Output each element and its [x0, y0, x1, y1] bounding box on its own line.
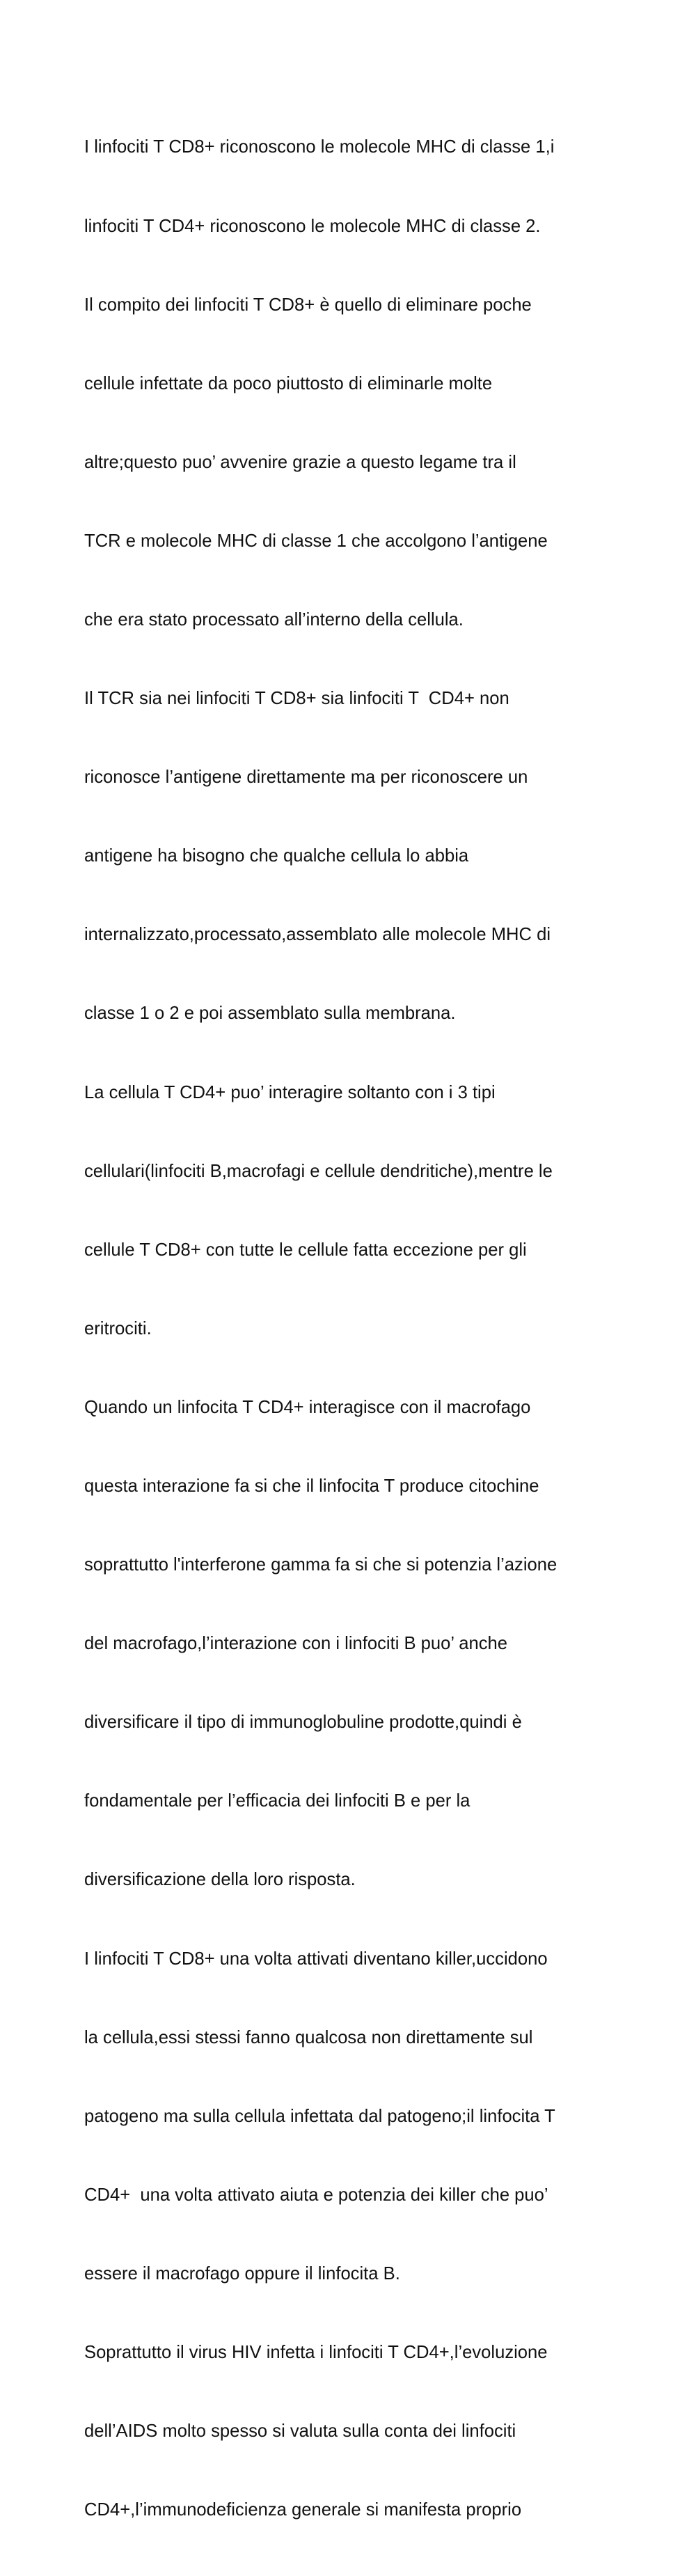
body-text [84, 82, 641, 2576]
text-line: diversificare il tipo di immunoglobuline prodotte,quindi è [84, 1712, 522, 1733]
text-line: patogeno ma sulla cellula infettata dal patogeno;il linfocita T [84, 2106, 555, 2126]
text-line: che era stato processato all’interno della cellula. [84, 609, 464, 630]
text-line: diversificazione della loro risposta. [84, 1870, 356, 1890]
text-line: altre;questo puo’ avvenire grazie a questo legame tra il [84, 452, 516, 472]
text-line: Quando un linfocita T CD4+ interagisce con il macrofago [84, 1397, 531, 1417]
text-line: cellulari(linfociti B,macrofagi e cellule dendritiche),mentre le [84, 1161, 553, 1181]
text-line: del macrofago,l’interazione con i linfociti B puo’ anche [84, 1634, 507, 1654]
text-line: TCR e molecole MHC di classe 1 che accolgono l’antigene [84, 531, 548, 551]
text-line: I linfociti T CD8+ una volta attivati diventano killer,uccidono [84, 1949, 548, 1969]
text-line: eritrociti. [84, 1318, 152, 1338]
text-line: la cellula,essi stessi fanno qualcosa non direttamente sul [84, 2027, 533, 2047]
text-line: cellule infettate da poco piuttosto di eliminarle molte [84, 373, 493, 393]
text-line: dell’AIDS molto spesso si valuta sulla conta dei linfociti [84, 2421, 516, 2442]
text-line: soprattutto l'interferone gamma fa si che si potenzia l’azione [84, 1555, 557, 1575]
text-line: Soprattutto il virus HIV infetta i linfociti T CD4+,l’evoluzione [84, 2343, 548, 2363]
text-line: Il TCR sia nei linfociti T CD8+ sia linfociti T CD4+ non [84, 689, 509, 709]
text-line: classe 1 o 2 e poi assemblato sulla membrana. [84, 1004, 456, 1024]
text-line: essere il macrofago oppure il linfocita B. [84, 2263, 400, 2284]
text-line: CD4+ una volta attivato aiuta e potenzia dei killer che puo’ [84, 2185, 548, 2205]
text-line: riconosce l’antigene direttamente ma per riconoscere un [84, 767, 528, 788]
text-line: CD4+,l’immunodeficienza generale si manifesta proprio [84, 2500, 522, 2520]
text-line: antigene ha bisogno che qualche cellula lo abbia [84, 846, 469, 866]
text-line: Il compito dei linfociti T CD8+ è quello di eliminare poche [84, 295, 532, 315]
text-line: La cellula T CD4+ puo’ interagire soltanto con i 3 tipi [84, 1082, 496, 1102]
text-line: cellule T CD8+ con tutte le cellule fatta eccezione per gli [84, 1240, 527, 1260]
text-line: internalizzato,processato,assemblato alle molecole MHC di [84, 925, 551, 945]
text-line: I linfociti T CD8+ riconoscono le molecole MHC di classe 1,i [84, 137, 555, 157]
text-line: fondamentale per l’efficacia dei linfociti B e per la [84, 1791, 470, 1811]
text-line: linfociti T CD4+ riconoscono le molecole MHC di classe 2. [84, 216, 541, 236]
text-line: questa interazione fa si che il linfocita T produce citochine [84, 1476, 539, 1496]
